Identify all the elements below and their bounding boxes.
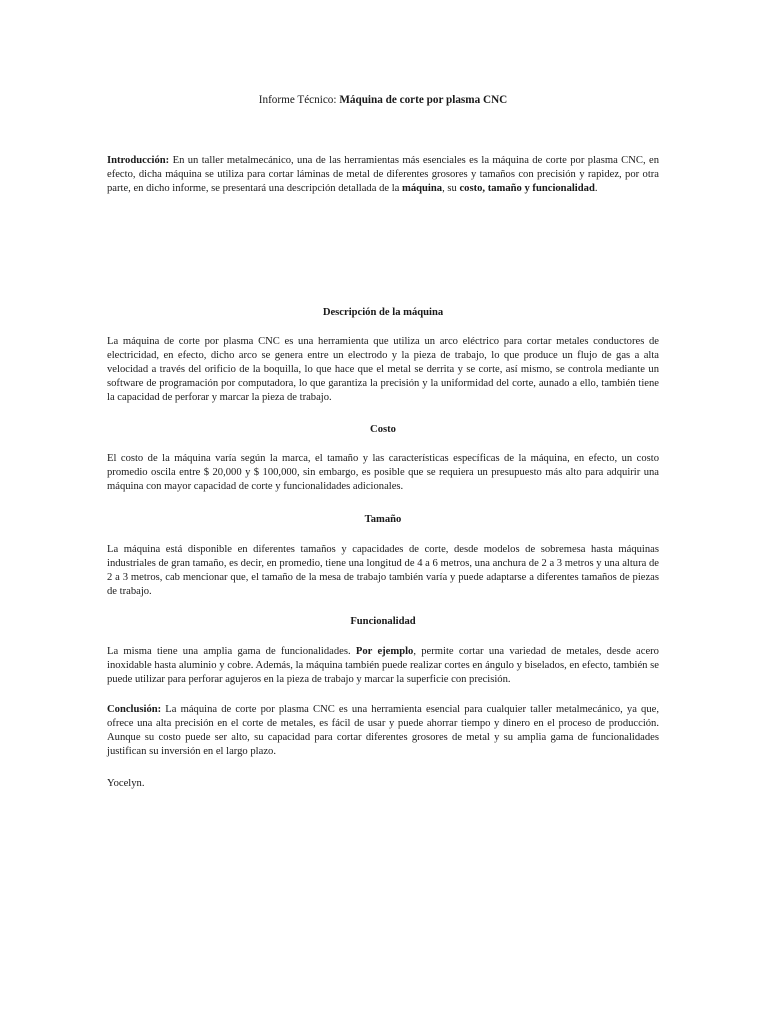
funcionalidad-text-2: , permite cortar una variedad de metales, desde acero inoxidable hasta aluminio y cobre. Además, la máquina también puede realizar cortes en ángulo y biselados, en efecto, también se puede utilizar para perforar agujeros en la pieza de trabajo y marcar la superficie con precisión.: [107, 646, 659, 685]
signature: Yocelyn.: [107, 778, 145, 789]
conclusion-text: La máquina de corte por plasma CNC es una herramienta esencial para cualquier taller metalmecánico, ya que, ofrece una alta precisión en el corte de metales, es fácil de usar y puede ahorrar tiempo y dinero en el proceso de producción. Aunque su costo puede ser alto, su capacidad para cortar diferentes grosores de metal y su amplia gama de funcionalidades justifican su inversión en el largo plazo.: [107, 704, 659, 757]
title-prefix: Informe Técnico:: [258, 94, 340, 106]
title-bold: Máquina de corte por plasma CNC: [339, 94, 508, 106]
funcionalidad-bold: Por ejemplo: [355, 646, 414, 657]
document-title: [107, 93, 659, 107]
heading-funcionalidad: Funcionalidad: [350, 616, 416, 627]
descripcion-paragraph: La máquina de corte por plasma CNC es una herramienta que utiliza un arco eléctrico para cortar metales conductores de electricidad, en efecto, dicho arco se genera entre un electrodo y la pieza de trabajo, lo que produce un flujo de gas a alta velocidad a través del orificio de la boquilla, lo que hace que el metal se derrita y se corte, así mismo, se controla mediante un software de programación por computadora, lo que garantiza la precisión y la uniformidad del corte, aunado a ello, también tiene la capacidad de perforar y marcar la pieza de trabajo.: [107, 336, 659, 403]
tamano-paragraph: La máquina está disponible en diferentes tamaños y capacidades de corte, desde modelos de sobremesa hasta máquinas industriales de gran tamaño, es decir, en promedio, tiene una longitud de 4 a 6 metros, una anchura de 2 a 3 metros y una altura de 2 a 3 metros, cab mencionar que, el tamaño de la mesa de trabajo también varía y puede adaptarse a diferentes tamaños de piezas de trabajo.: [107, 544, 659, 597]
heading-descripcion: Descripción de la máquina: [322, 307, 444, 318]
conclusion-label: Conclusión:: [107, 704, 162, 715]
intro-text-1: En un taller metalmecánico, una de las herramientas más esenciales es la máquina de corte por plasma CNC, en efecto, dicha máquina se utiliza para cortar láminas de metal de diferentes grosores y tamaños con precisión y rapidez, por otra parte, en dicho informe, se presentará una descripción detallada de la: [107, 155, 659, 194]
intro-text-2: , su: [442, 183, 460, 194]
intro-text-3: .: [594, 183, 598, 194]
intro-bold-2: costo, tamaño y funcionalidad: [459, 183, 595, 194]
intro-label: Introducción:: [107, 155, 170, 166]
costo-paragraph: El costo de la máquina varía según la marca, el tamaño y las características específicas de la máquina, en efecto, un costo promedio oscila entre $ 20,000 y $ 100,000, sin embargo, es posible que se requiera un presupuesto más alto para adquirir una máquina con mayor capacidad de corte y funcionalidades adicionales.: [107, 453, 659, 492]
intro-bold-1: máquina: [402, 183, 443, 194]
heading-costo: Costo: [370, 424, 396, 435]
heading-tamano: Tamaño: [364, 514, 402, 525]
conclusion-paragraph: [107, 703, 659, 759]
funcionalidad-text-1: La misma tiene una amplia gama de funcionalidades.: [107, 646, 356, 657]
intro-paragraph: [107, 154, 659, 196]
funcionalidad-paragraph: [107, 645, 659, 687]
